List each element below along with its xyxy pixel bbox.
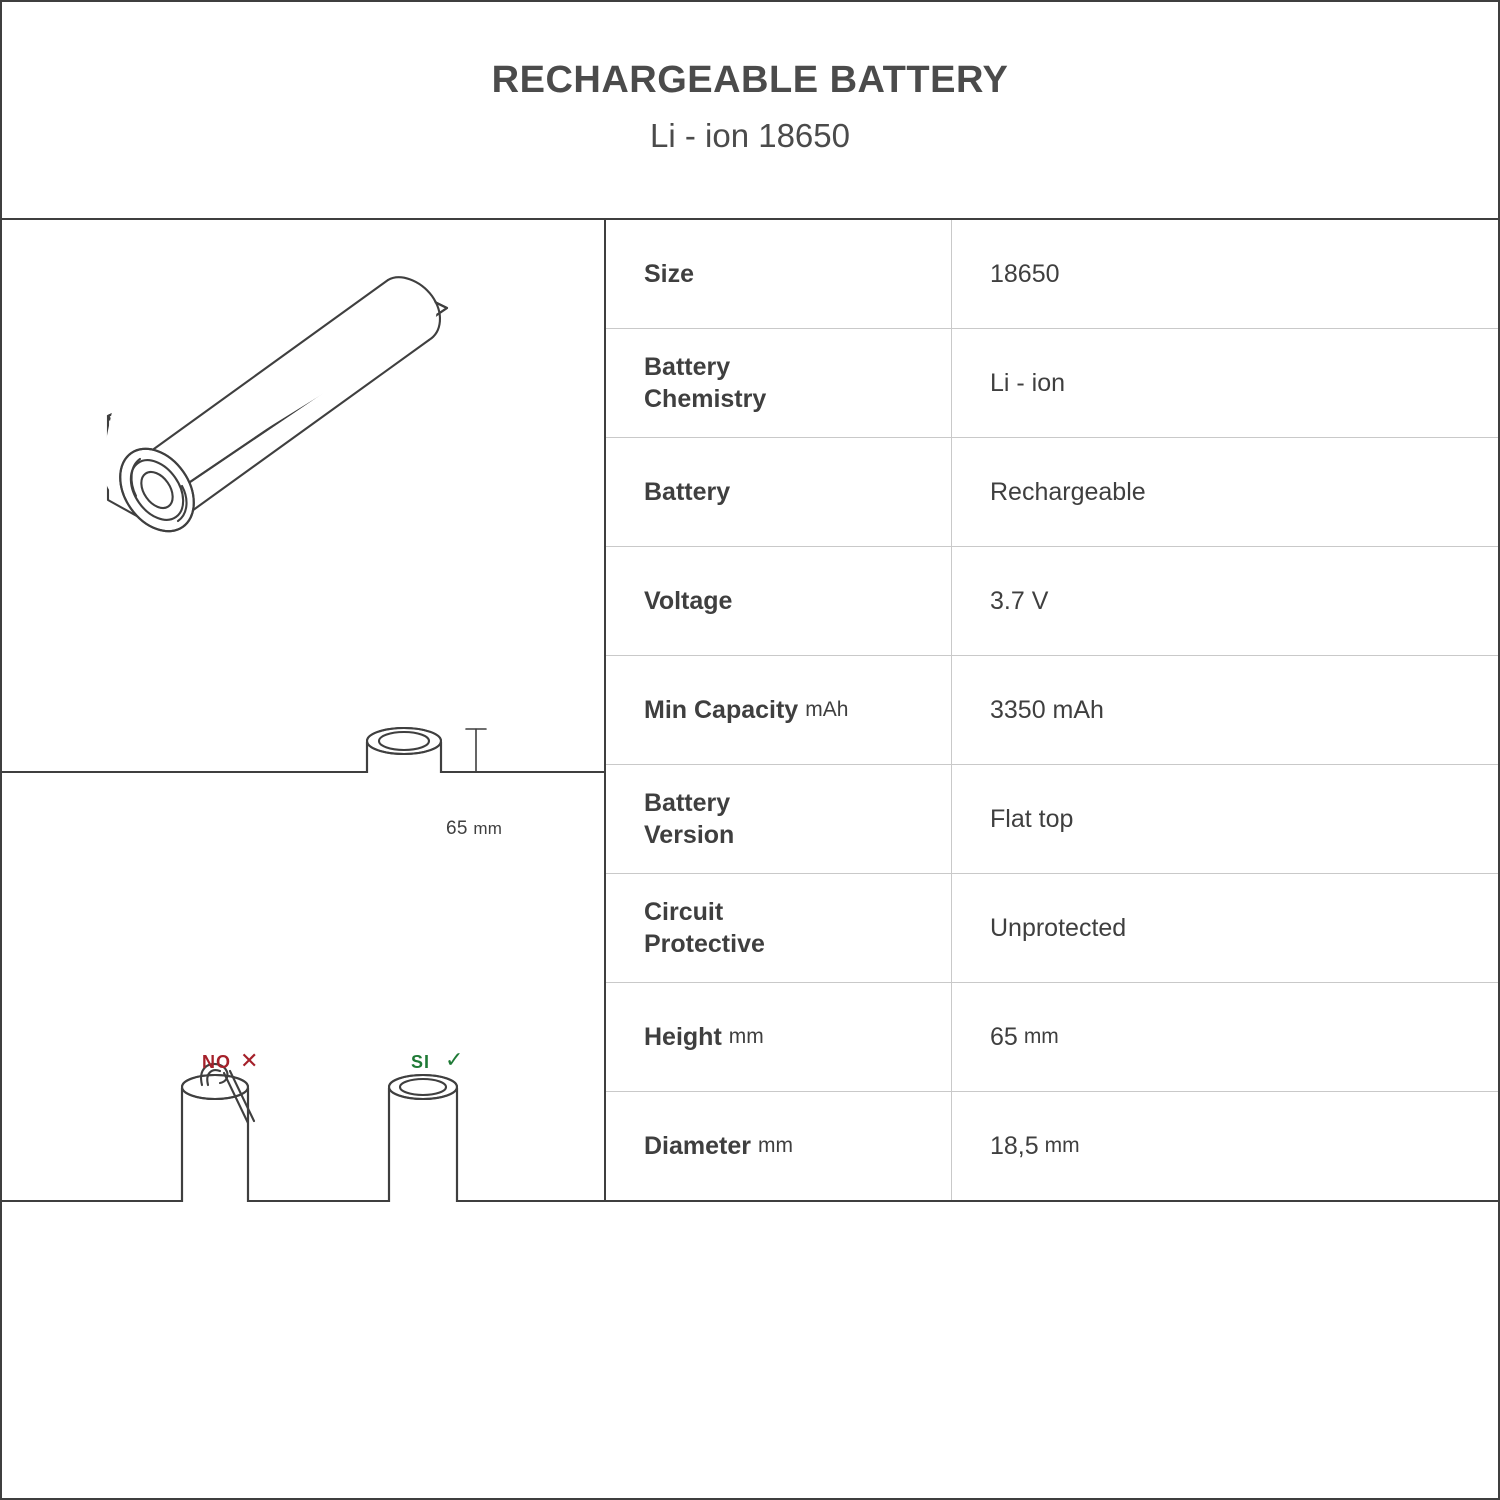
table-row: [606, 983, 1500, 1092]
page-subtitle: Li - ion 18650: [650, 116, 850, 154]
illustration-column: [2, 220, 604, 1202]
spec-value: Unprotected: [990, 914, 1127, 942]
spec-value: Li - ion: [990, 369, 1066, 397]
table-row: [606, 1092, 1500, 1200]
check-icon: ✓: [445, 1047, 464, 1072]
table-row: [606, 547, 1500, 656]
specification-table: [604, 220, 1500, 1202]
spec-key: Diameter mm: [606, 1092, 952, 1200]
orientation-good-label: SI: [411, 1052, 431, 1072]
spec-value: 3350 mAh: [990, 696, 1104, 724]
cross-icon: ✕: [240, 1048, 259, 1073]
table-row: [606, 329, 1500, 438]
spec-key: Size: [606, 220, 952, 328]
spec-value: 18,5 mm: [990, 1132, 1080, 1160]
page-header: [2, 2, 1498, 220]
spec-key: Battery: [606, 438, 952, 546]
spec-value: Rechargeable: [990, 478, 1146, 506]
orientation-panel: [2, 773, 604, 1202]
spec-key: Height mm: [606, 983, 952, 1091]
table-row: [606, 438, 1500, 547]
height-dimension-label: 65 mm: [446, 818, 503, 839]
table-row: [606, 656, 1500, 765]
spec-key: Circuit Protective: [606, 874, 952, 982]
spec-key: Battery Chemistry: [606, 329, 952, 437]
spec-value: 3.7 V: [990, 587, 1049, 615]
spec-value: 18650: [990, 260, 1060, 288]
battery-drawing: [2, 220, 604, 773]
spec-key: Min Capacity mAh: [606, 656, 952, 764]
spec-key: Battery Version: [606, 765, 952, 873]
battery-illustration-panel: [2, 220, 604, 839]
table-row: [606, 220, 1500, 329]
page-title: RECHARGEABLE BATTERY: [491, 59, 1009, 101]
table-row: [606, 874, 1500, 983]
spec-value: 65 mm: [990, 1023, 1059, 1051]
orientation-bad-label: NO: [202, 1052, 231, 1072]
spec-key: Voltage: [606, 547, 952, 655]
orientation-drawing: [2, 773, 604, 1202]
table-row: [606, 765, 1500, 874]
footer-blank-area: [2, 1202, 1498, 1498]
spec-value: Flat top: [990, 805, 1074, 833]
